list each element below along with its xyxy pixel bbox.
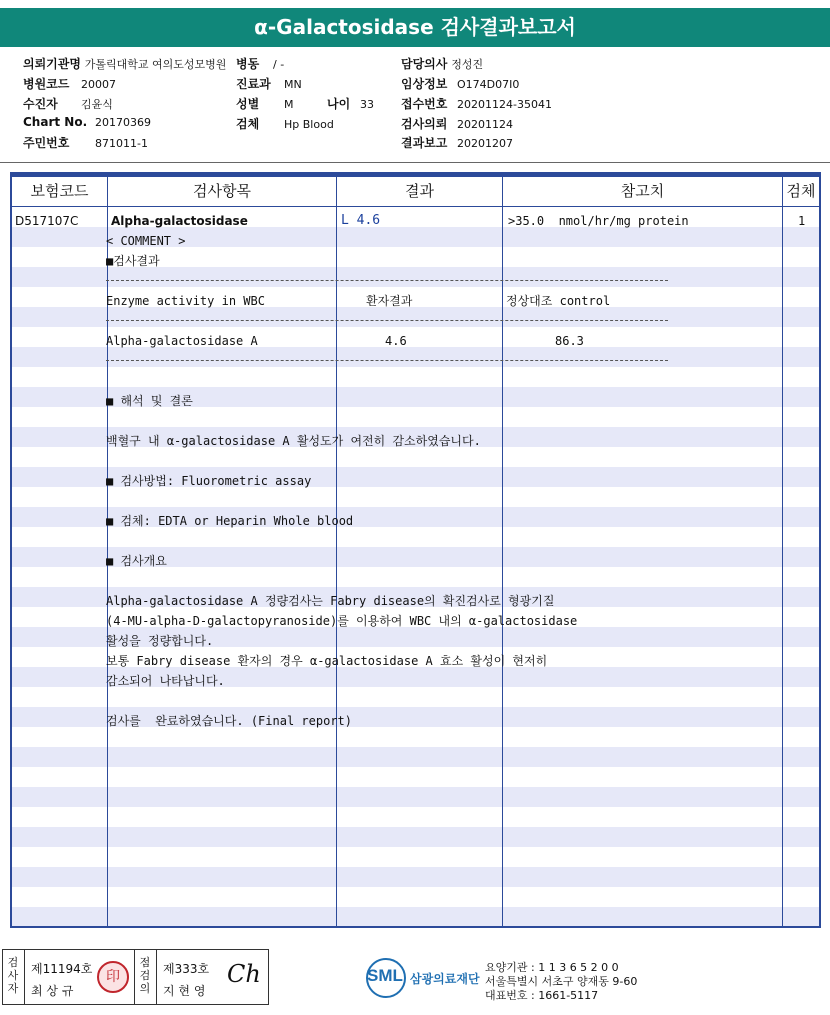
header-test-item: 검사항목 <box>193 182 251 200</box>
row-stripe <box>12 787 819 807</box>
row-result: L 4.6 <box>341 213 381 228</box>
signature-box <box>2 949 269 1005</box>
header-divider <box>12 206 819 207</box>
overview-line: 보통 Fabry disease 환자의 경우 α-galactosidase A 효소 활성이 현저히 <box>106 654 548 668</box>
interpretation-text: 백혈구 내 α-galactosidase A 활성도가 여전히 감소하였습니다. <box>106 434 481 448</box>
row-reference: >35.0 nmol/hr/mg protein <box>508 214 689 228</box>
logo-foundation-name: 삼광의료재단 <box>410 972 480 986</box>
report-date-field: 결과보고 20201207 <box>401 136 513 150</box>
doctor-field: 담당의사 정성진 <box>401 57 484 71</box>
final-report-text: 검사를 완료하였습니다. (Final report) <box>106 714 352 728</box>
overview-line: 활성을 정량합니다. <box>106 634 214 648</box>
row-specimen-no: 1 <box>798 214 806 228</box>
request-date-field: 검사의뢰 20201124 <box>401 117 513 131</box>
reviewer-signature: Ch <box>227 960 261 988</box>
row-stripe <box>12 867 819 887</box>
clinical-info-field: 임상정보 O174D07I0 <box>401 77 520 91</box>
logo-sml: SML <box>367 966 403 985</box>
dashed-rule <box>106 360 668 361</box>
result-row-name: Alpha-galactosidase A <box>106 334 258 348</box>
column-divider <box>336 177 337 926</box>
hospital-code-field: 병원코드 20007 <box>23 77 116 91</box>
result-row-control: 86.3 <box>555 334 584 348</box>
examiner-license: 제11194호 <box>31 962 93 976</box>
column-divider <box>502 177 503 926</box>
overview-heading: ■ 검사개요 <box>106 554 167 568</box>
age-field: 나이 33 <box>327 97 374 111</box>
row-stripe <box>12 907 819 927</box>
patient-field: 수진자 김윤식 <box>23 97 113 111</box>
comment-open: < COMMENT > <box>106 234 186 248</box>
specimen-text: ■ 검체: EDTA or Heparin Whole blood <box>106 514 354 528</box>
examiner-label: 검 사 자 <box>7 956 19 995</box>
divider <box>0 162 830 163</box>
row-test-item: Alpha-galactosidase <box>111 214 248 228</box>
header-insurance-code: 보험코드 <box>30 182 89 200</box>
header-specimen: 검체 <box>786 182 816 200</box>
row-insurance-code: D517107C <box>15 214 79 228</box>
result-row-patient: 4.6 <box>385 334 407 348</box>
result-col-control: 정상대조 control <box>506 294 611 308</box>
dashed-rule <box>106 280 668 281</box>
result-col-enzyme: Enzyme activity in WBC <box>106 294 265 308</box>
ward-field: 병동 / - <box>236 57 285 71</box>
care-code: 요양기관 : 1 1 3 6 5 2 0 0 <box>485 961 619 974</box>
dashed-rule <box>106 320 668 321</box>
overview-line: (4-MU-alpha-D-galactopyranoside)를 이용하여 WBC 내의 α-galactosidase <box>106 614 578 628</box>
examiner-seal: 印 <box>97 961 129 993</box>
phone: 대표번호 : 1661-5117 <box>485 989 599 1002</box>
interpretation-heading: ■ 해석 및 결론 <box>106 394 193 408</box>
results-table <box>10 172 821 928</box>
department-field: 진료과 MN <box>236 77 302 91</box>
result-col-patient: 환자결과 <box>366 294 413 308</box>
examiner-name: 최 상 규 <box>31 984 74 998</box>
specimen-field: 검체 Hp Blood <box>236 117 334 131</box>
address: 서울특별시 서초구 양재동 9-60 <box>485 975 638 988</box>
reviewer-license: 제333호 <box>163 962 210 976</box>
chart-no-field: Chart No. 20170369 <box>23 115 151 129</box>
header-result: 결과 <box>405 182 434 200</box>
result-heading: ■검사결과 <box>106 254 160 268</box>
overview-line: 감소되어 나타납니다. <box>106 674 225 688</box>
header-reference: 참고치 <box>620 182 665 200</box>
sex-field: 성별 M <box>236 97 294 111</box>
reviewer-label: 점 검 의 <box>139 956 151 995</box>
row-stripe <box>12 747 819 767</box>
report-title: α-Galactosidase 검사결과보고서 <box>0 8 830 47</box>
reviewer-name: 지 현 영 <box>163 984 206 998</box>
id-no-field: 주민번호 871011-1 <box>23 136 148 150</box>
column-divider <box>782 177 783 926</box>
method-text: ■ 검사방법: Fluorometric assay <box>106 474 312 488</box>
row-stripe <box>12 827 819 847</box>
receipt-no-field: 접수번호 20201124-35041 <box>401 97 552 111</box>
institution-field: 의뢰기관명 가톨릭대학교 여의도성모병원 <box>23 57 227 71</box>
overview-line: Alpha-galactosidase A 정량검사는 Fabry disease의 확진검사로 형광기질 <box>106 594 555 608</box>
